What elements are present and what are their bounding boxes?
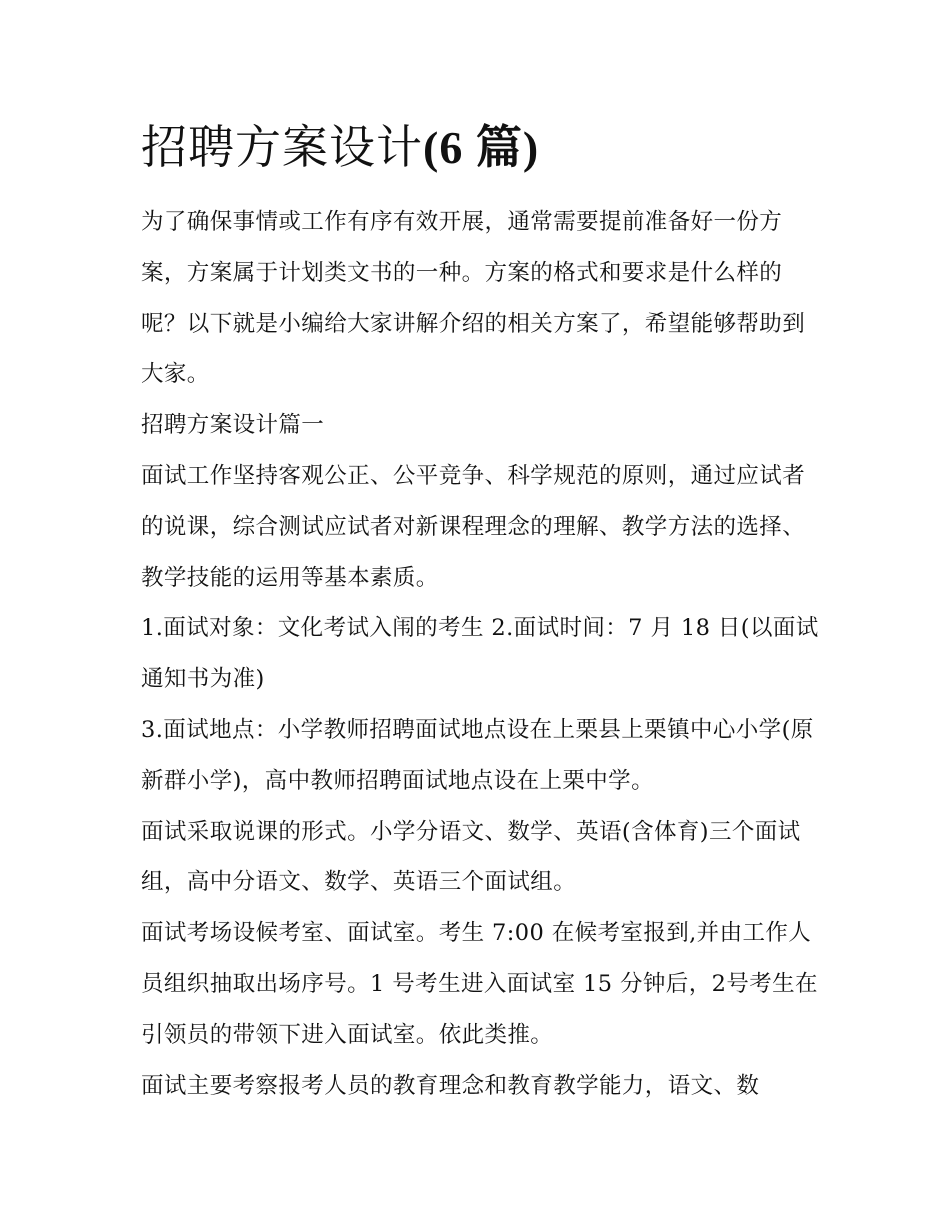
document-title xyxy=(141,118,821,177)
paragraph: 面试考场设候考室、面试室。考生 7:00 在候考室报到,并由工作人员组织抽取出场序号。1 号考生进入面试室 15 分钟后，2号考生在引领员的带领下进入面试室。依此类推。 xyxy=(141,920,818,1048)
paragraph: 面试主要考察报考人员的教育理念和教育教学能力，语文、数 xyxy=(141,1072,760,1099)
document-content xyxy=(141,118,821,1111)
paragraph: 面试采取说课的形式。小学分语文、数学、英语(含体育)三个面试组，高中分语文、数学、英语三个面试组。 xyxy=(141,818,801,896)
document-body xyxy=(141,197,821,1111)
title-main: 招聘方案设计 xyxy=(141,120,423,174)
paragraph: 面试工作坚持客观公正、公平竞争、科学规范的原则，通过应试者的说课，综合测试应试者对新课程理念的理解、教学方法的选择、教学技能的运用等基本素质。 xyxy=(141,462,806,591)
intro-paragraph: 为了确保事情或工作有序有效开展，通常需要提前准备好一份方案，方案属于计划类文书的一种。方案的格式和要求是什么样的呢？以下就是小编给大家讲解介绍的相关方案了，希望能够帮助到大家。 xyxy=(141,209,806,388)
section-heading: 招聘方案设计篇一 xyxy=(141,412,325,439)
paragraph: 3.面试地点：小学教师招聘面试地点设在上栗县上栗镇中心小学(原新群小学)，高中教师招聘面试地点设在上栗中学。 xyxy=(141,716,814,794)
paragraph: 1.面试对象：文化考试入闱的考生 2.面试时间：7 月 18 日(以面试通知书为准) xyxy=(141,615,819,693)
title-count: (6 篇) xyxy=(423,122,540,173)
